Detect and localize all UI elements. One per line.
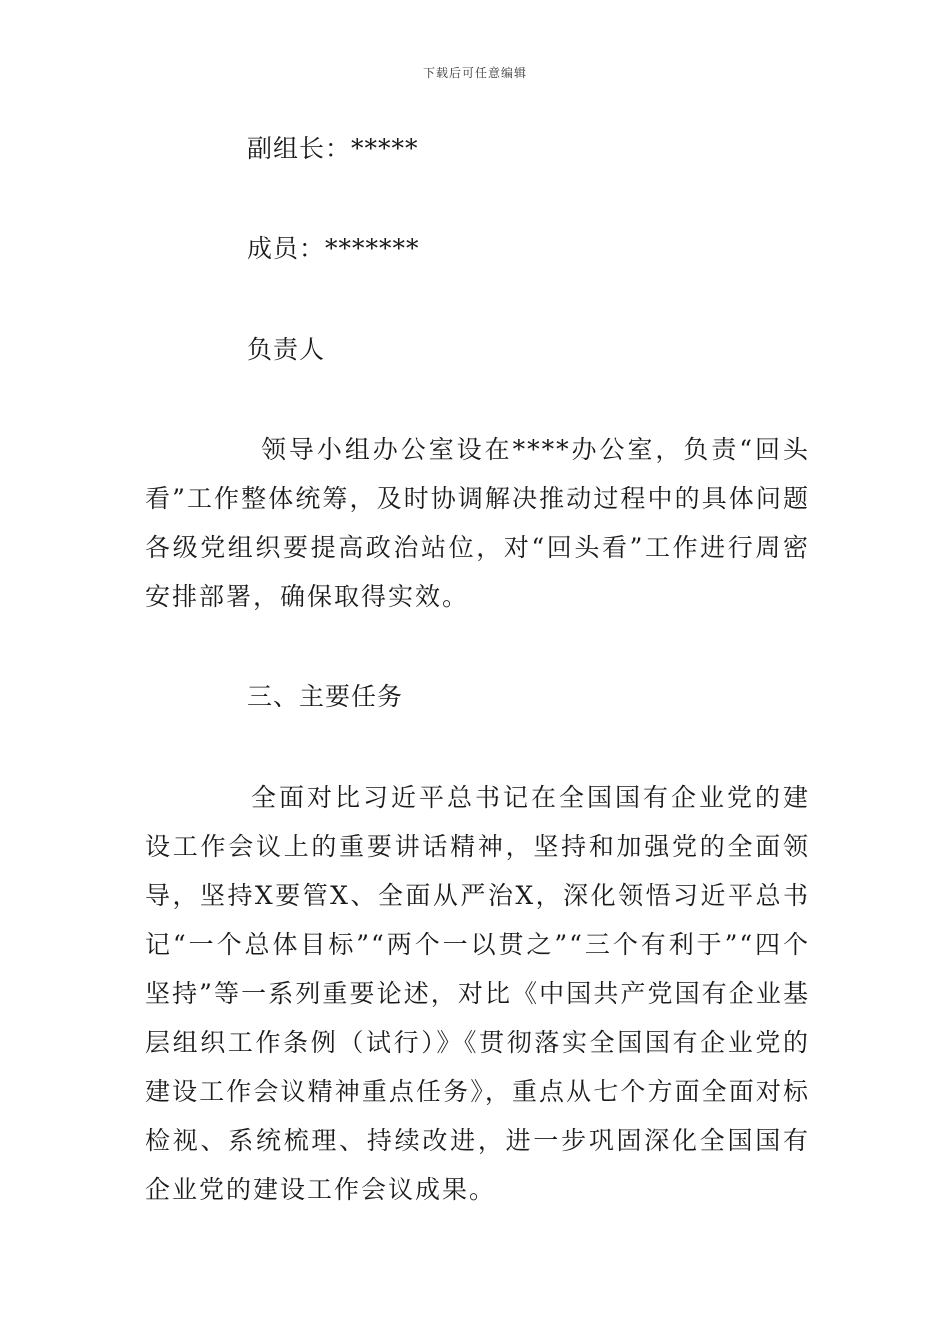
office-paragraph-text: 领导小组办公室设在****办公室，负责“回头看”工作整体统筹，及时协调解决推动过程中的具体问题各级党组织要提高政治站位，对“回头看”工作进行周密安排部署，确保取得实效。 [145,435,810,611]
deputy-leader-line: 副组长：***** [247,134,419,163]
page-header-note: 下载后可任意编辑 [422,66,527,80]
members-line: 成员：******* [247,234,420,263]
section-heading: 三、主要任务 [247,682,404,711]
office-paragraph [145,425,810,621]
tasks-paragraph-text: 全面对比习近平总书记在全国国有企业党的建设工作会议上的重要讲话精神，坚持和加强党的全面领导，坚持X要管X、全面从严治X，深化领悟习近平总书记“一个总体目标”“两个一以贯之”“三个有利于”“四个坚持”等一系列重要论述，对比《中国共产党国有企业基层组织工作条例（试行）》《贯彻落实全国国有企业党的建设工作会议精神重点任务》，重点从七个方面全面对标检视、系统梳理、持续改进，进一步巩固深化全国国有企业党的建设工作会议成果。 [145,783,810,1204]
tasks-paragraph [145,773,810,1214]
responsible-line: 负责人 [247,335,326,364]
